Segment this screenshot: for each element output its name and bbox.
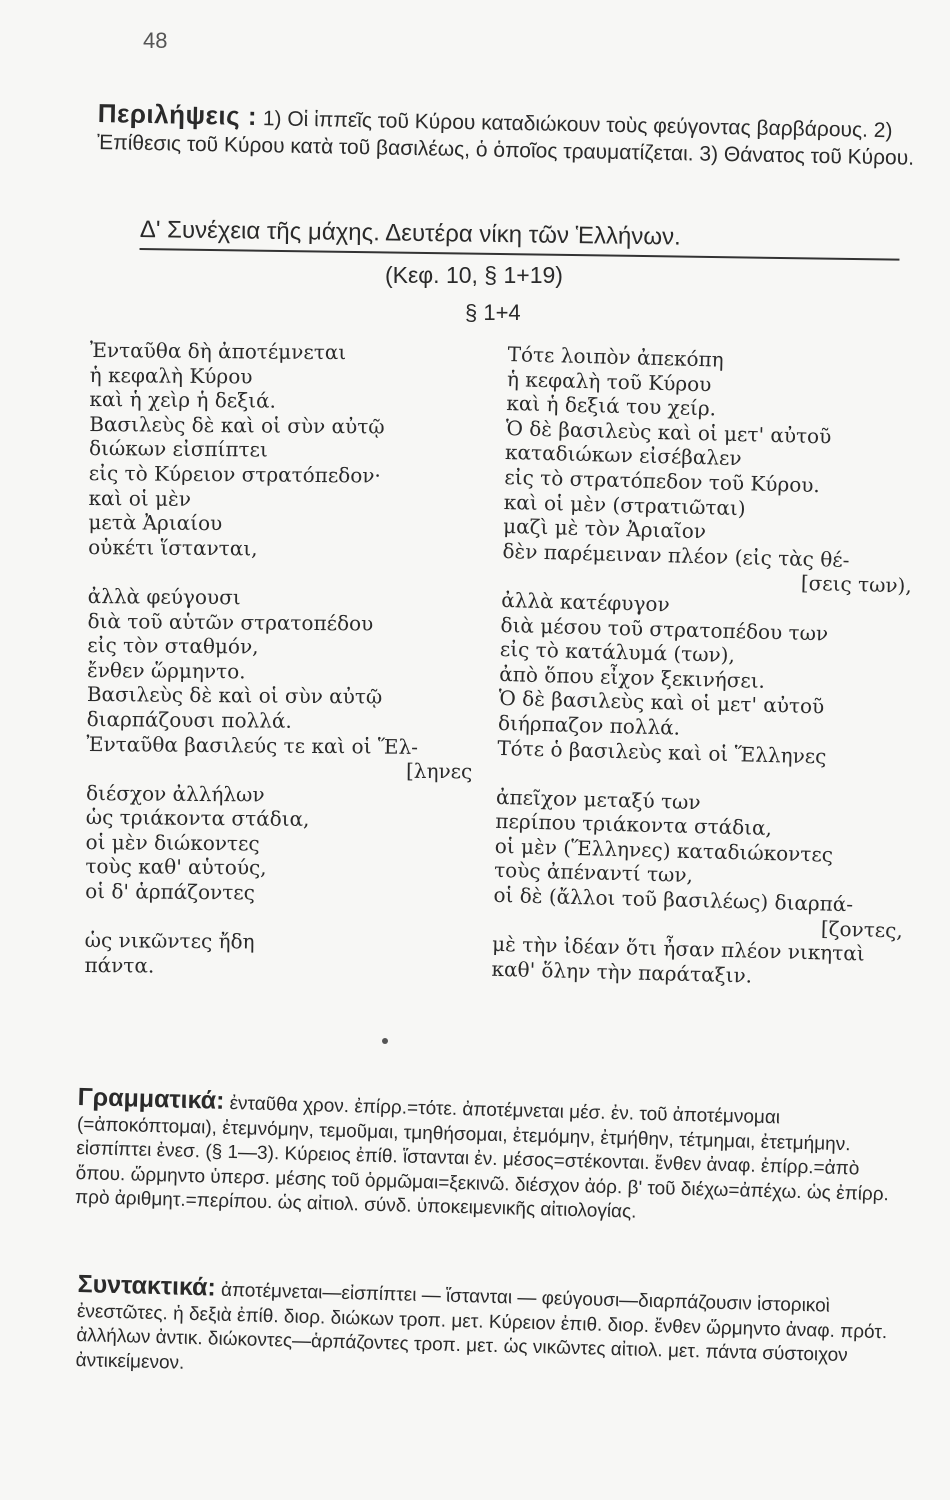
translation-line: [ζοντες, (820, 916, 904, 943)
original-text-line: Βασιλεὺς δὲ καὶ οἱ σὺν αὐτῷ (89, 411, 385, 439)
translation-line: ἀπεῖχον μεταξύ των (495, 784, 701, 814)
translation-line: μὲ τὴν ἰδέαν ὅτι ἦσαν πλέον νικηταὶ (491, 932, 865, 966)
translation-line: Ὁ δὲ βασιλεὺς καὶ οἱ μετ' αὐτοῦ (505, 415, 832, 449)
grammar-heading: Γραμματικά: (77, 1083, 225, 1115)
original-text-line: τοὺς καθ' αὑτούς, (85, 854, 267, 881)
original-text-line: εἰς τὸ Κύρειον στρατόπεδον· (88, 460, 381, 488)
page-number: 48 (143, 28, 168, 53)
translation-line: Ὁ δὲ βασιλεὺς καὶ οἱ μετ' αὐτοῦ (498, 686, 825, 719)
translation-line: εἰς τὸ στρατόπεδον τοῦ Κύρου. (504, 464, 821, 498)
translation-line: περίπου τριάκοντα στάδια, (495, 809, 773, 841)
original-text-line: ὡς νικῶντες ἤδη (84, 928, 255, 954)
original-text-line: ἀλλὰ φεύγουσι (87, 583, 241, 610)
original-text-line: εἰς τὸν σταθμόν, (87, 633, 259, 659)
original-text-line (85, 904, 485, 932)
translation-line: ἡ κεφαλὴ τοῦ Κύρου (506, 366, 712, 396)
translation-line: ἀπὸ ὅπου εἶχον ξεκινήσει. (499, 661, 766, 693)
translation-line: δὲν παρέμειναν πλέον (εἰς τὰς θέ- (502, 538, 850, 572)
original-text-line: καὶ ἡ χεὶρ ἡ δεξιά. (89, 387, 277, 413)
grammar-notes (75, 1085, 908, 1232)
translation-column (491, 342, 928, 992)
syntax-text: ἀποτέμνεται—εἰσπίπτει — ἵστανται — φεύγουσι—διαρπάζουσιν ἱστορικοὶ ἐνεστῶτες. ἡ δεξιὰ ἐπίθ. διορ. διώκων τροπ. μετ. Κύρειον ἐπιθ. διορ. ἔνθεν ὥρμηντο ἀναφ. πρότ. ἀλλήλων ἀντικ. διώκοντες—ἁρπάζοντες τροπ. μετ. ὡς νικῶντες αἰτιολ. μετ. πάντα σύστοιχον ἀντικείμενον. (75, 1279, 888, 1374)
translation-line: Τότε ὁ βασιλεὺς καὶ οἱ Ἕλληνες (497, 735, 827, 768)
translation-line: οἱ μὲν (Ἕλληνες) καταδιώκοντες (494, 833, 834, 867)
original-text-line: Ἐνταῦθα δὴ ἀποτέμνεται (89, 338, 347, 365)
translation-line: ἀλλὰ κατέφυγον (500, 587, 670, 617)
print-speck (382, 1038, 388, 1044)
translation-line: Τότε λοιπὸν ἀπεκόπη (507, 342, 725, 372)
original-text-line: ἡ κεφαλὴ Κύρου (89, 362, 253, 389)
summary-text: 1) Οἱ ἱππεῖς τοῦ Κύρου καταδιώκουν τοὺς φεύγοντας βαρβάρους. 2) Ἐπίθεσις τοῦ Κύρου κατὰ τοῦ βασιλέως, ὁ ὁποῖος τραυματίζεται. 3) Θάνατος τοῦ Κύρου. (96, 107, 915, 170)
original-text-line: καὶ οἱ μὲν (88, 485, 192, 511)
original-text-line: διέσχον ἀλλήλων (85, 780, 265, 807)
original-text-line: διὰ τοῦ αὑτῶν στρατοπέδου (87, 608, 374, 636)
syntax-heading: Συντακτικά: (77, 1270, 217, 1302)
original-text-line: οἱ μὲν διώκοντες (85, 829, 260, 856)
syntax-notes (75, 1272, 907, 1395)
original-text-line: πάντα. (84, 952, 155, 978)
original-text-line: μετὰ Ἀριαίου (88, 510, 223, 536)
translation-line: καθ' ὅλην τὴν παράταξιν. (491, 956, 753, 988)
summary-heading: Περιλήψεις : (97, 98, 258, 132)
translation-line: μαζὶ μὲ τὸν Ἀριαῖον (502, 514, 707, 544)
original-text-line: ἔνθεν ὥρμηντο. (87, 657, 246, 684)
subsection-number: § 1+4 (465, 300, 521, 325)
summary-block (97, 100, 928, 172)
original-text-line: διαρπάζουσι πολλά. (86, 706, 292, 733)
translation-line: εἰς τὸ κατάλυμά (των), (499, 637, 736, 668)
original-text-line: οὐκέτι ἵστανται, (88, 534, 258, 561)
original-text-line: διώκων εἰσπίπτει (88, 436, 268, 462)
translation-line: διὰ μέσου τοῦ στρατοπέδου των (500, 612, 829, 646)
original-text-line: Βασιλεὺς δὲ καὶ οἱ σὺν αὐτῷ (86, 682, 383, 709)
translation-line: οἱ δὲ (ἄλλοι τοῦ βασιλέως) διαρπά- (493, 882, 854, 917)
original-text-line: οἱ δ' ἁρπάζοντες (85, 879, 255, 905)
original-text-line (88, 559, 488, 587)
translation-line: καὶ ἡ δεξιά του χείρ. (506, 391, 717, 421)
translation-line: τοὺς ἀπέναντί των, (493, 858, 694, 888)
translation-line: καταδιώκων εἰσέβαλεν (504, 440, 742, 471)
original-text-line: ὡς τριάκοντα στάδια, (85, 805, 310, 832)
translation-line: καὶ οἱ μὲν (στρατιῶται) (503, 489, 746, 520)
section-title: Δ' Συνέχεια τῆς μάχης. Δευτέρα νίκη τῶν Ἑλλήνων. (140, 216, 900, 261)
grammar-text: ἐνταῦθα χρον. ἐπίρρ.=τότε. ἀποτέμνεται μέσ. ἐν. τοῦ ἀποτέμνομαι (=ἀποκόπτομαι), ἐτεμνόμην, τεμοῦμαι, τμηθήσομαι, ἐτεμόμην, ἐτμήθην, τέτμημαι, ἐτετμήμην. εἰσπίπτει ἐνεσ. (§ 1—3). Κύρειος ἐπίθ. ἵστανται ἐν. μέσος=στέκονται. ἔνθεν ἀναφ. ἐπίρρ.=ἀπὸ ὅπου. ὥρμηντο ὑπερσ. μέσης τοῦ ὁρμῶμαι=ξεκινῶ. διέσχον ἀόρ. β' τοῦ διέχω=ἀπέχω. ὡς ἐπίρρ. πρὸ ἀριθμητ.=περίπου. ὡς αἰτιολ. σύνδ. ὑποκειμενικῆς αἰτιολογίας. (74, 1092, 890, 1223)
original-text-line: [ληνες (405, 758, 473, 784)
original-text-line: Ἐνταῦθα βασιλεύς τε καὶ οἱ Ἕλ- (86, 731, 419, 759)
translation-line: [σεις των), (800, 571, 913, 598)
original-text-column (84, 338, 490, 981)
translation-line: διήρπαζον πολλά. (497, 710, 681, 740)
section-reference: (Κεφ. 10, § 1+19) (385, 262, 563, 288)
